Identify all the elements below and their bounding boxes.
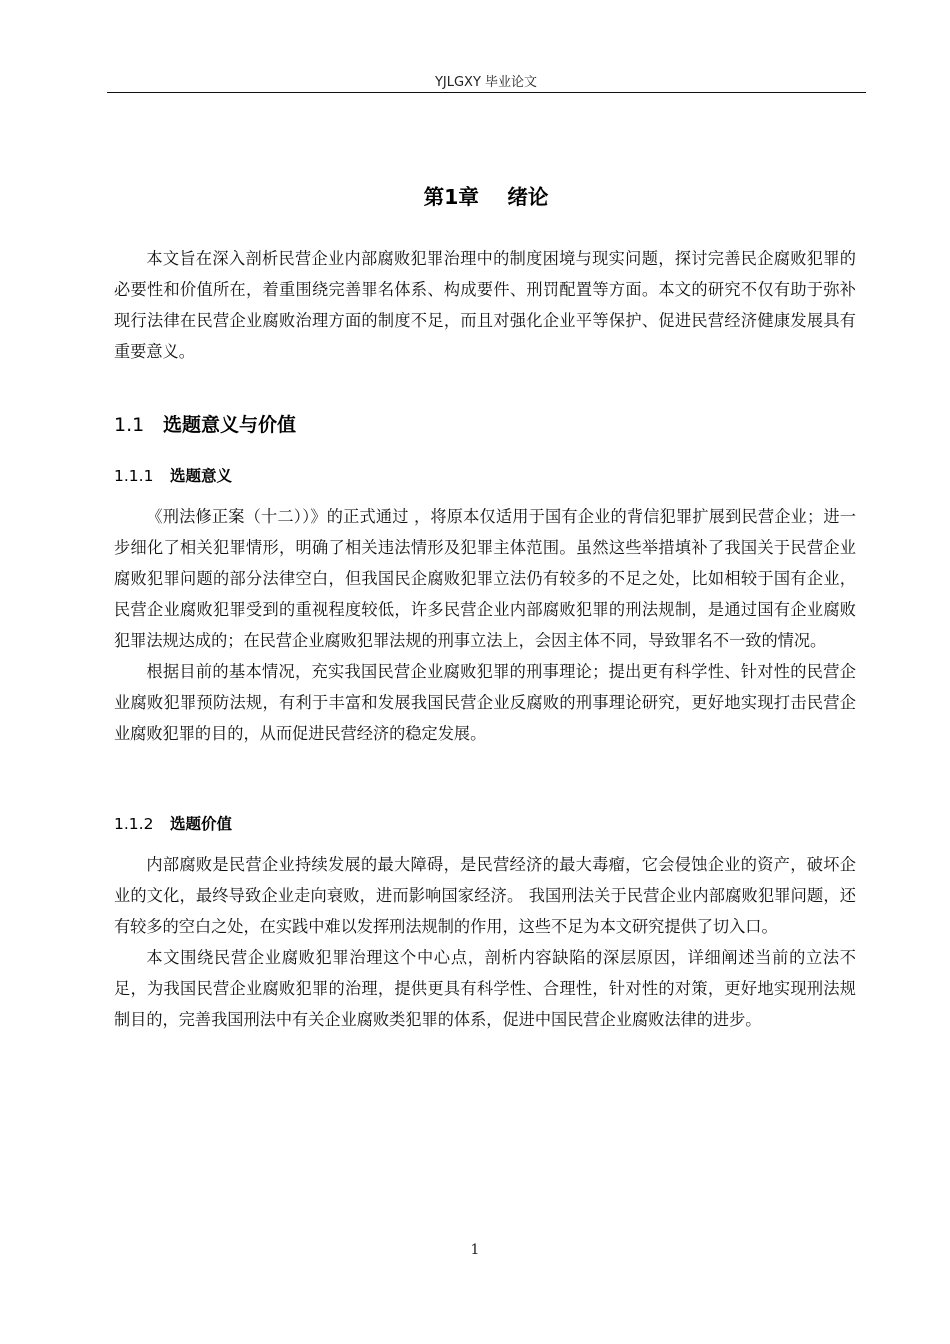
subsection-number: 1.1.1 bbox=[114, 467, 154, 485]
body-paragraph: 《刑法修正案（十二））》的正式通过 ，将原本仅适用于国有企业的背信犯罪扩展到民营企业；进一步细化了相关犯罪情形，明确了相关违法情形及犯罪主体范围。虽然这些举措填补了我国关于民营企业腐败犯罪问题的部分法律空白，但我国民企腐败犯罪立法仍有较多的不足之处，比如相较于国有企业，民营企业腐败犯罪受到的重视程度较低，许多民营企业内部腐败犯罪的刑法规制，是通过国有企业腐败犯罪法规达成的；在民营企业腐败犯罪法规的刑事立法上，会因主体不同，导致罪名不一致的情况。 bbox=[114, 507, 856, 650]
intro-paragraph: 本文旨在深入剖析民营企业内部腐败犯罪治理中的制度困境与现实问题，探讨完善民企腐败犯罪的必要性和价值所在，着重围绕完善罪名体系、构成要件、刑罚配置等方面。本文的研究不仅有助于弥补现行法律在民营企业腐败治理方面的制度不足，而且对强化企业平等保护、促进民营经济健康发展具有重要意义。 bbox=[114, 249, 856, 361]
body-paragraph: 根据目前的基本情况，充实我国民营企业腐败犯罪的刑事理论；提出更有科学性、针对性的民营企业腐败犯罪预防法规，有利于丰富和发展我国民营企业反腐败的刑事理论研究，更好地实现打击民营企业腐败犯罪的目的，从而促进民营经济的稳定发展。 bbox=[114, 662, 856, 743]
header-rule bbox=[107, 92, 866, 93]
section-title: 选题意义与价值 bbox=[163, 414, 297, 436]
subsection-1-1-1-body bbox=[114, 501, 856, 749]
running-header: YJLGXY 毕业论文 bbox=[434, 75, 538, 90]
subsection-heading-1-1-1 bbox=[114, 464, 232, 486]
intro-section bbox=[114, 243, 856, 367]
subsection-title: 选题价值 bbox=[170, 815, 233, 833]
subsection-1-1-2-body bbox=[114, 849, 856, 1035]
body-paragraph: 本文围绕民营企业腐败犯罪治理这个中心点，剖析内容缺陷的深层原因，详细阐述当前的立法不足，为我国民营企业腐败犯罪的治理，提供更具有科学性、合理性，针对性的对策，更好地实现刑法规制目的，完善我国刑法中有关企业腐败类犯罪的体系，促进中国民营企业腐败法律的进步。 bbox=[114, 948, 856, 1029]
subsection-title: 选题意义 bbox=[170, 467, 233, 485]
subsection-number: 1.1.2 bbox=[114, 815, 154, 833]
chapter-title: 第1章 绪论 bbox=[423, 185, 549, 209]
section-heading-1-1 bbox=[114, 410, 296, 437]
subsection-heading-1-1-2 bbox=[114, 812, 232, 834]
section-number: 1.1 bbox=[114, 414, 145, 436]
page-number: 1 bbox=[470, 1242, 480, 1258]
body-paragraph: 内部腐败是民营企业持续发展的最大障碍，是民营经济的最大毒瘤，它会侵蚀企业的资产，破坏企业的文化，最终导致企业走向衰败，进而影响国家经济。 我国刑法关于民营企业内部腐败犯罪问题，还有较多的空白之处，在实践中难以发挥刑法规制的作用，这些不足为本文研究提供了切入口。 bbox=[114, 855, 856, 936]
